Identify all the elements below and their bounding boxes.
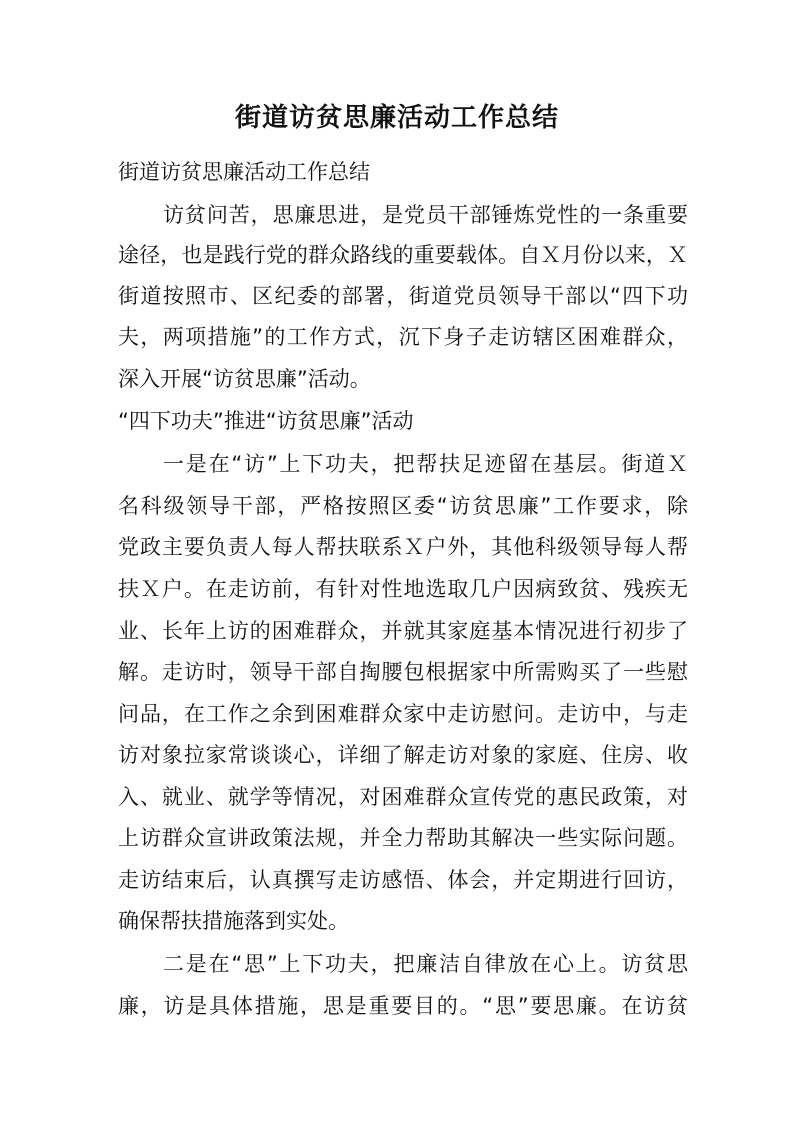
paragraph-line: 一是在“访”上下功夫，把帮扶足迹留在基层。街道Ｘ [163, 452, 688, 476]
paragraph-line: 深入开展“访贫思廉”活动。 [118, 367, 371, 391]
paragraph-line: 确保帮扶措施落到实处。 [118, 909, 349, 933]
paragraph-line: 二是在“思”上下功夫，把廉洁自律放在心上。访贫思 [163, 952, 688, 976]
paragraph-line: 业、长年上访的困难群众，并就其家庭基本情况进行初步了 [118, 619, 688, 643]
paragraph-line: 访贫问苦，思廉思进，是党员干部锤炼党性的一条重要 [163, 203, 688, 227]
paragraph-line: 夫，两项措施”的工作方式，沉下身子走访辖区困难群众， [118, 325, 688, 349]
paragraph-line: 上访群众宣讲政策法规，并全力帮助其解决一些实际问题。 [118, 826, 688, 850]
subtitle-line: 街道访贫思廉活动工作总结 [118, 160, 370, 184]
paragraph-line: 廉，访是具体措施，思是重要目的。“思”要思廉。在访贫 [118, 994, 688, 1018]
paragraph-line: 途径，也是践行党的群众路线的重要载体。自Ｘ月份以来，Ｘ [118, 243, 688, 267]
paragraph-line: 问品，在工作之余到困难群众家中走访慰问。走访中，与走 [118, 702, 688, 726]
section-heading: “四下功夫”推进“访贫思廉”活动 [118, 409, 414, 433]
paragraph-line: 解。走访时，领导干部自掏腰包根据家中所需购买了一些慰 [118, 660, 688, 684]
paragraph-line: 街道按照市、区纪委的部署，街道党员领导干部以“四下功 [118, 284, 688, 308]
paragraph-line: 名科级领导干部，严格按照区委“访贫思廉”工作要求，除 [118, 494, 688, 518]
paragraph-line: 扶Ｘ户。在走访前，有针对性地选取几户因病致贫、残疾无 [118, 577, 688, 601]
paragraph-line: 走访结束后，认真撰写走访感悟、体会，并定期进行回访， [118, 868, 688, 892]
paragraph-line: 入、就业、就学等情况，对困难群众宣传党的惠民政策，对 [118, 785, 688, 809]
document-title: 街道访贫思廉活动工作总结 [234, 103, 559, 133]
paragraph-line: 党政主要负责人每人帮扶联系Ｘ户外，其他科级领导每人帮 [118, 535, 688, 559]
paragraph-line: 访对象拉家常谈谈心，详细了解走访对象的家庭、住房、收 [118, 743, 688, 767]
